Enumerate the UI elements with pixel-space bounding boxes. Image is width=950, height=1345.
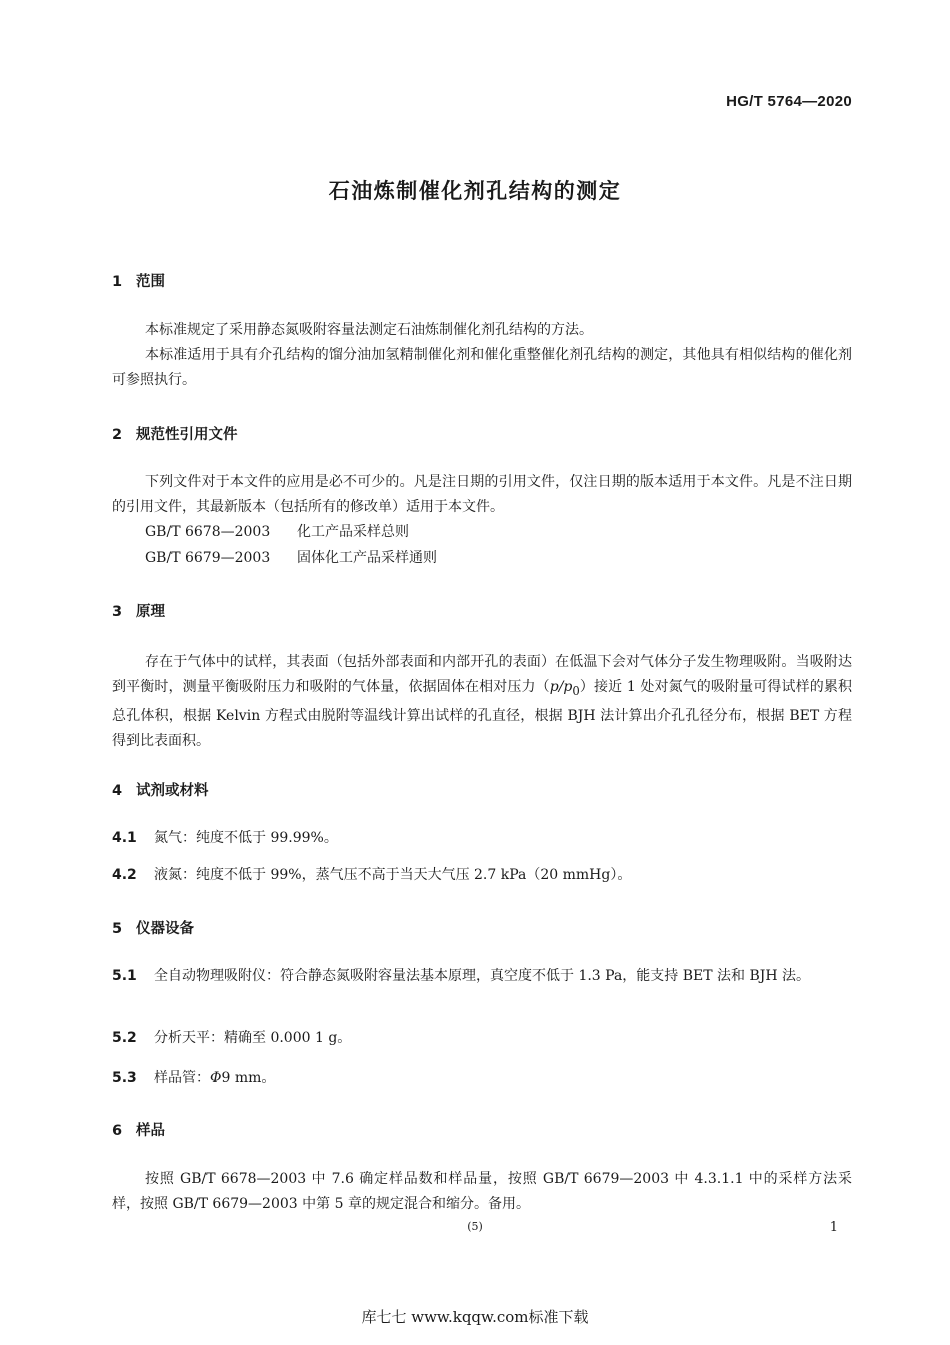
clause-text: 氮气：纯度不低于 99.99%。: [154, 830, 338, 846]
section-title: 规范性引用文件: [136, 427, 238, 443]
page-mark: (5): [467, 1220, 483, 1233]
footer-watermark-text: 库七七 www.kqqw.com标准下载: [361, 1308, 589, 1326]
section-number: 1: [112, 274, 123, 290]
document-title: 石油炼制催化剂孔结构的测定: [328, 179, 622, 203]
formula-subscript: 0: [572, 683, 580, 698]
text-run: ）接近 1 处对氮气的吸附量可得试样的累积总孔体积，根据 Kelvin 方程式由脱附等温线计算出试样的孔直径，根据 BJH 法计算出介孔孔径分布，根据 BET 方程得到比表面积。: [112, 679, 853, 749]
section-title: 仪器设备: [136, 921, 194, 937]
clause-text-suffix: 9 mm。: [221, 1070, 276, 1086]
section-number: 4: [112, 783, 123, 799]
clause-5-1: [112, 964, 852, 989]
section-4-heading: [112, 779, 209, 800]
normative-reference: [145, 520, 409, 545]
section-6-heading: [112, 1119, 165, 1140]
section-2-heading: [112, 423, 238, 444]
formula-variable: Φ: [210, 1070, 222, 1086]
reference-code: GB/T 6678—2003: [145, 524, 271, 540]
clause-4-1: [112, 826, 852, 851]
clause-number: 5.3: [112, 1070, 137, 1086]
section-title: 范围: [136, 274, 165, 290]
normative-reference: [145, 546, 437, 571]
section-number: 5: [112, 921, 123, 937]
paragraph: [112, 650, 852, 754]
reference-name: 固体化工产品采样通则: [297, 550, 437, 566]
paragraph: 按照 GB/T 6678—2003 中 7.6 确定样品数和样品量，按照 GB/T 6679—2003 中 4.3.1.1 中的采样方法采样，按照 GB/T 6679—2003 中第 5 章的规定混合和缩分。备用。: [112, 1171, 852, 1212]
clause-number: 4.2: [112, 867, 137, 883]
text-run: 存在于气体中的试样，其表面（包括外部表面和内部开孔的表面）在低温下会对气体分子发生物理吸附。当吸附达到平衡时，测量平衡吸附压力和吸附的气体量，依据固体在相对压力（: [112, 654, 852, 695]
clause-4-2: [112, 863, 852, 888]
formula-variable: p/p: [549, 679, 573, 695]
clause-number: 4.1: [112, 830, 137, 846]
clause-number: 5.2: [112, 1030, 137, 1046]
clause-text: 全自动物理吸附仪：符合静态氮吸附容量法基本原理，真空度不低于 1.3 Pa，能支持 BET 法和 BJH 法。: [154, 968, 811, 984]
paragraph: 下列文件对于本文件的应用是必不可少的。凡是注日期的引用文件，仅注日期的版本适用于本文件。凡是不注日期的引用文件，其最新版本（包括所有的修改单）适用于本文件。: [112, 474, 852, 515]
section-3-heading: [112, 600, 165, 621]
standard-code: HG/T 5764—2020: [726, 93, 852, 110]
clause-text-prefix: 样品管：: [154, 1070, 210, 1086]
section-number: 3: [112, 604, 123, 620]
section-title: 样品: [136, 1123, 165, 1139]
clause-text: 分析天平：精确至 0.000 1 g。: [154, 1030, 352, 1046]
section-1-heading: [112, 270, 165, 291]
clause-5-3: [112, 1066, 852, 1091]
clause-text: 液氮：纯度不低于 99%，蒸气压不高于当天大气压 2.7 kPa（20 mmHg）。: [154, 867, 632, 883]
reference-name: 化工产品采样总则: [297, 524, 409, 540]
section-title: 试剂或材料: [136, 783, 209, 799]
section-5-heading: [112, 917, 194, 938]
paragraph: 本标准规定了采用静态氮吸附容量法测定石油炼制催化剂孔结构的方法。: [145, 322, 593, 338]
clause-number: 5.1: [112, 968, 137, 984]
page-number: 1: [829, 1220, 838, 1235]
section-title: 原理: [136, 604, 165, 620]
section-number: 2: [112, 427, 123, 443]
paragraph: 本标准适用于具有介孔结构的馏分油加氢精制催化剂和催化重整催化剂孔结构的测定，其他具有相似结构的催化剂可参照执行。: [112, 347, 852, 388]
section-number: 6: [112, 1123, 123, 1139]
clause-5-2: [112, 1026, 852, 1051]
reference-code: GB/T 6679—2003: [145, 550, 271, 566]
